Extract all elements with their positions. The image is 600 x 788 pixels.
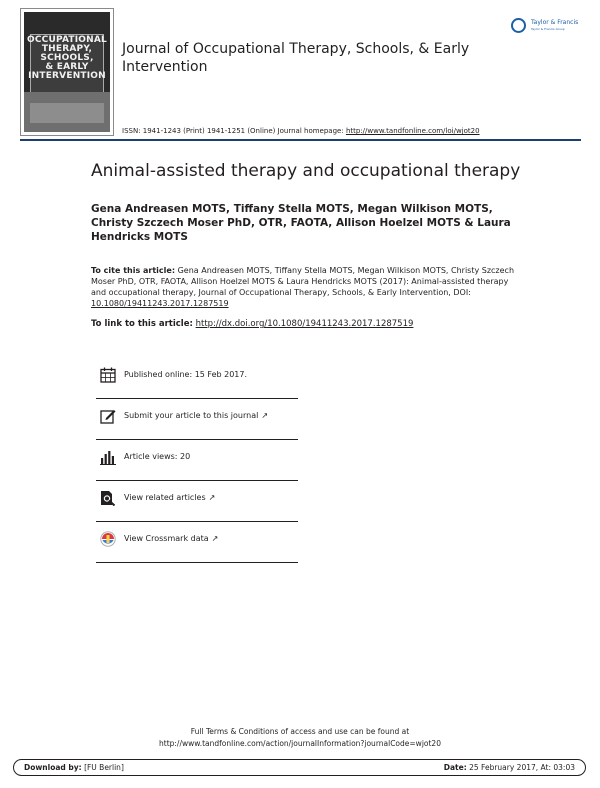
citation-text: Gena Andreasen MOTS, Tiffany Stella MOTS, Megan Wilkison MOTS, Christy Szczech Moser PhD, OTR, FAOTA, Allison Hoelzel MOTS & Laura Hendricks MOTS (2017): Animal-assisted therapy and occupational therapy, Journal of Occupational Therapy, Schools, & Early Intervention, DOI: [91, 266, 515, 297]
edit-icon [100, 408, 116, 424]
meta-submit[interactable] [96, 399, 298, 440]
meta-views [96, 440, 298, 481]
citation-block [91, 265, 521, 309]
article-link-block [91, 319, 521, 330]
journal-homepage-link[interactable]: http://www.tandfonline.com/loi/wjot20 [345, 127, 480, 135]
publisher-logo-icon [511, 18, 526, 33]
related-articles-link[interactable]: View related articles [124, 493, 206, 502]
downloaded-by [24, 763, 124, 772]
external-link-icon: ↗ [208, 493, 216, 502]
publisher-group: Taylor & Francis Group [531, 27, 565, 31]
citation-doi-link[interactable]: 10.1080/19411243.2017.1287519 [91, 299, 229, 308]
article-doi-link[interactable]: http://dx.doi.org/10.1080/19411243.2017.1287519 [195, 319, 414, 329]
calendar-icon [100, 367, 116, 383]
published-date: Published online: 15 Feb 2017. [124, 370, 248, 379]
crossmark-link[interactable]: View Crossmark data [124, 534, 209, 543]
external-link-icon: ↗ [211, 534, 219, 543]
downloaded-by-value: [FU Berlin] [84, 763, 124, 772]
citation-label: To cite this article: [91, 266, 176, 275]
cover-title: OCCUPATIONAL THERAPY, SCHOOLS, & EARLY INTERVENTION [27, 35, 107, 81]
article-meta-list [96, 358, 298, 563]
related-search-icon [100, 490, 116, 506]
download-date-value: 25 February 2017, At: 03:03 [469, 763, 575, 772]
journal-cover-image [20, 8, 114, 136]
issn-line [122, 127, 480, 135]
terms-link[interactable]: http://www.tandfonline.com/action/journalInformation?journalCode=wjot20 [159, 739, 441, 748]
journal-title: Journal of Occupational Therapy, Schools, & Early Intervention [122, 41, 470, 75]
article-title: Animal-assisted therapy and occupational therapy [91, 161, 521, 181]
header-divider [20, 139, 581, 141]
publisher-logo[interactable] [511, 14, 583, 38]
publisher-name: Taylor & Francis [531, 19, 579, 26]
download-info-bar [13, 759, 586, 776]
crossmark-icon [100, 531, 116, 547]
external-link-icon: ↗ [261, 411, 269, 420]
article-views: Article views: 20 [124, 452, 191, 461]
meta-published [96, 358, 298, 399]
bar-chart-icon [100, 449, 116, 465]
issn-text: ISSN: 1941-1243 (Print) 1941-1251 (Online) Journal homepage: [122, 127, 344, 135]
meta-crossmark[interactable] [96, 522, 298, 563]
article-authors: Gena Andreasen MOTS, Tiffany Stella MOTS, Megan Wilkison MOTS, Christy Szczech Moser PhD, OTR, FAOTA, Allison Hoelzel MOTS & Laura Hendricks MOTS [91, 203, 511, 243]
downloaded-by-label: Download by: [24, 763, 82, 772]
submit-article-link[interactable]: Submit your article to this journal [124, 411, 259, 420]
download-date [444, 763, 575, 772]
download-date-label: Date: [443, 763, 467, 772]
article-link-label: To link to this article: [91, 319, 193, 329]
terms-line-1: Full Terms & Conditions of access and use can be found at [190, 727, 410, 736]
meta-related[interactable] [96, 481, 298, 522]
